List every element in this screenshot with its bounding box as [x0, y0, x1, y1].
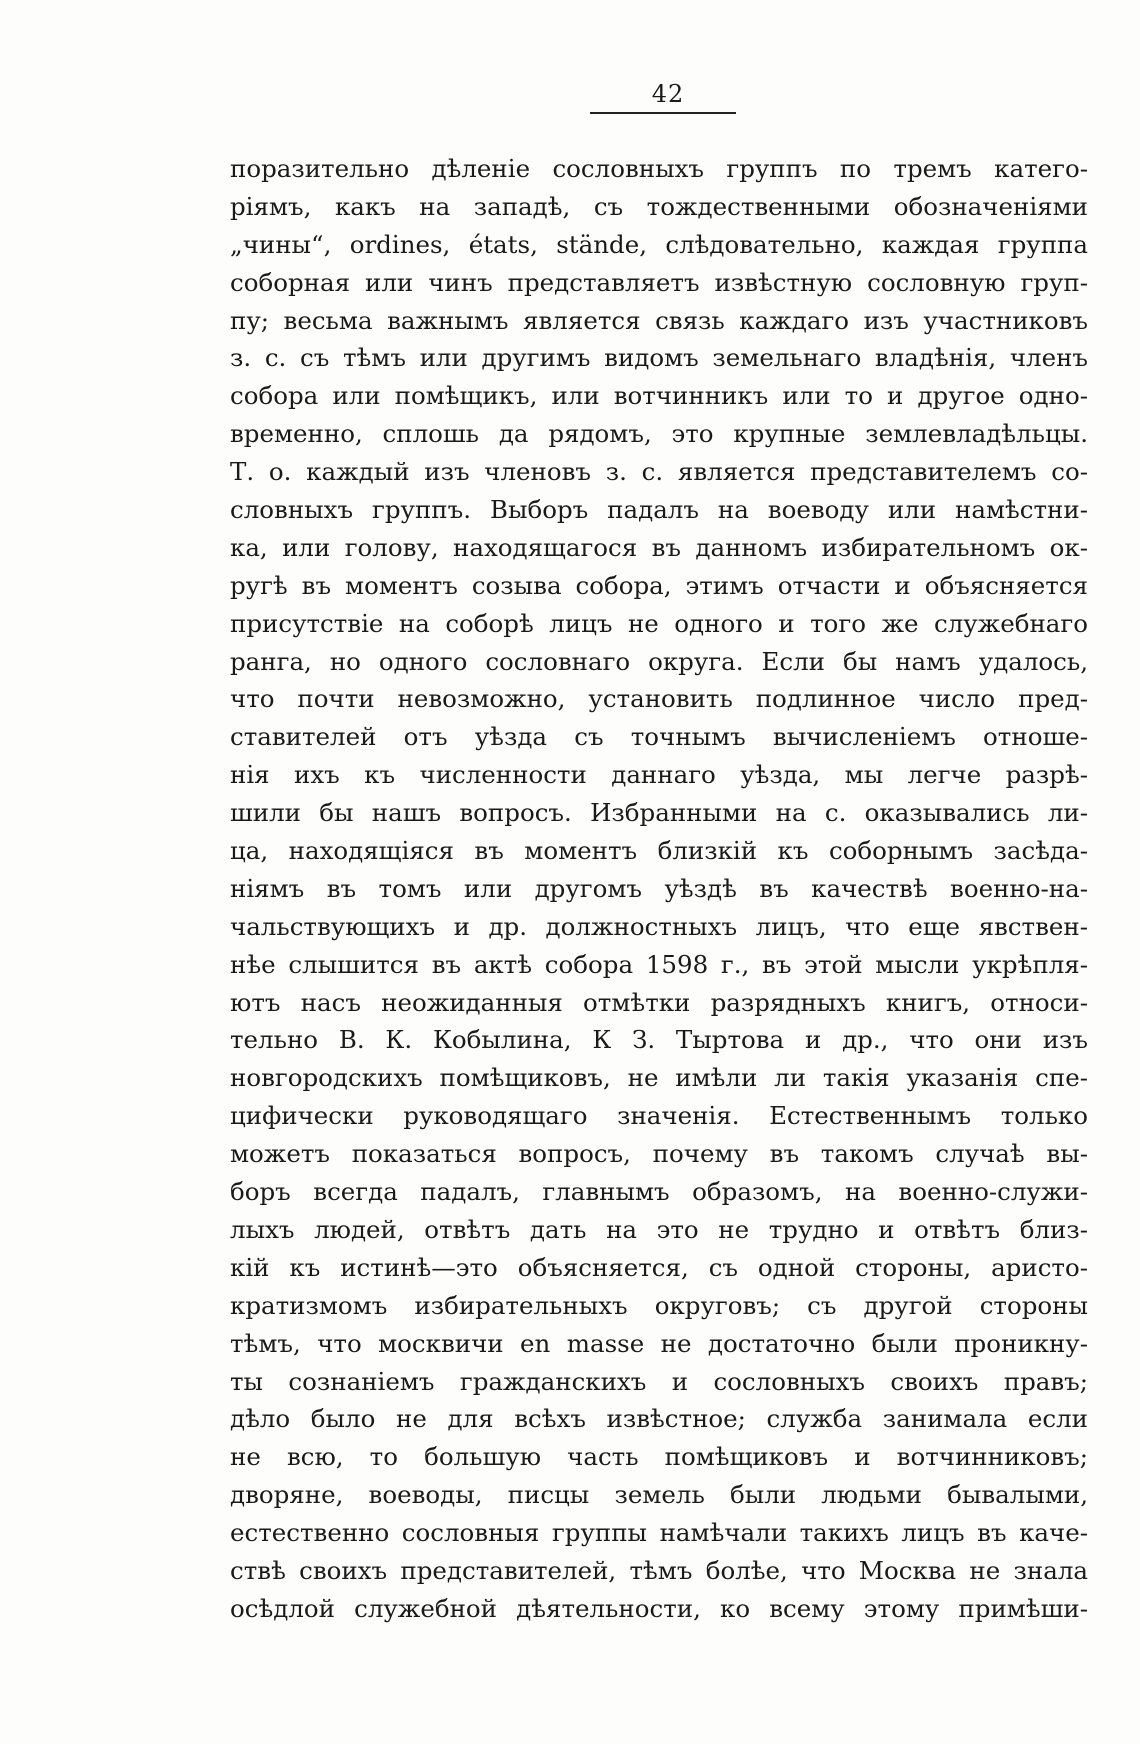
- text-line: тѣмъ, что москвичи en masse не достаточно были проникну-: [230, 1328, 1088, 1358]
- text-line: дѣло было не для всѣхъ извѣстное; служба занимала если: [230, 1404, 1088, 1434]
- text-line: что почти невозможно, установить подлинное число пред-: [230, 684, 1088, 714]
- text-line: ріямъ, какъ на западѣ, съ тождественными обозначеніями: [230, 191, 1088, 221]
- text-line: дворяне, воеводы, писцы земель были людьми бывалыми,: [230, 1480, 1088, 1510]
- text-line: Т. о. каждый изъ членовъ з. с. является представителемъ со-: [230, 457, 1088, 487]
- body-text: [230, 150, 1088, 1628]
- text-line: ранга, но одного сословнаго округа. Если бы намъ удалось,: [230, 646, 1088, 676]
- text-line: осѣдлой служебной дѣятельности, ко всему этому примѣши-: [230, 1593, 1088, 1623]
- text-line: нѣе слышится въ актѣ собора 1598 г., въ этой мысли укрѣпля-: [230, 949, 1088, 979]
- text-line: тельно В. К. Кобылина, К З. Тыртова и др., что они изъ: [230, 1025, 1088, 1055]
- text-line: ствѣ своихъ представителей, тѣмъ болѣе, что Москва не знала: [230, 1555, 1088, 1585]
- page-number: 42: [651, 80, 685, 108]
- text-line: ютъ насъ неожиданныя отмѣтки разрядныхъ книгъ, относи-: [230, 987, 1088, 1017]
- text-line: ка, или голову, находящагося въ данномъ избирательномъ ок-: [230, 532, 1088, 562]
- text-line: ніямъ въ томъ или другомъ уѣздѣ въ качествѣ военно-на-: [230, 873, 1088, 903]
- text-line: соборная или чинъ представляетъ извѣстную сословную груп-: [230, 267, 1088, 297]
- text-line: не всю, то большую часть помѣщиковъ и вотчинниковъ;: [230, 1442, 1088, 1472]
- text-line: кій къ истинѣ—это объясняется, съ одной стороны, аристо-: [230, 1252, 1088, 1282]
- text-line: естественно сословныя группы намѣчали такихъ лицъ въ каче-: [230, 1518, 1088, 1548]
- text-line: шили бы нашъ вопросъ. Избранными на с. оказывались ли-: [230, 798, 1088, 828]
- text-line: кратизмомъ избирательныхъ округовъ; съ другой стороны: [230, 1290, 1088, 1320]
- text-line: пу; весьма важнымъ является связь каждаго изъ участниковъ: [230, 305, 1088, 335]
- text-line: лыхъ людей, отвѣтъ дать на это не трудно и отвѣтъ близ-: [230, 1214, 1088, 1244]
- text-line: ставителей отъ уѣзда съ точнымъ вычисленіемъ отноше-: [230, 722, 1088, 752]
- text-line: собора или помѣщикъ, или вотчинникъ или то и другое одно-: [230, 381, 1088, 411]
- text-line: ругѣ въ моментъ созыва собора, этимъ отчасти и объясняется: [230, 570, 1088, 600]
- text-line: з. с. съ тѣмъ или другимъ видомъ земельнаго владѣнія, членъ: [230, 343, 1088, 373]
- text-line: можетъ показаться вопросъ, почему въ такомъ случаѣ вы-: [230, 1139, 1088, 1169]
- text-line: „чины“, ordines, états, stände, слѣдовательно, каждая группа: [230, 229, 1088, 259]
- text-line: ты сознаніемъ гражданскихъ и сословныхъ своихъ правъ;: [230, 1366, 1088, 1396]
- text-line: ца, находящіяся въ моментъ близкій къ соборнымъ засѣда-: [230, 836, 1088, 866]
- text-line: временно, сплошь да рядомъ, это крупные землевладѣльцы.: [230, 419, 1088, 449]
- text-line: цифически руководящаго значенія. Естественнымъ только: [230, 1101, 1088, 1131]
- text-line: поразительно дѣленіе сословныхъ группъ по тремъ катего-: [230, 154, 1088, 183]
- text-line: присутствіе на соборѣ лицъ не одного и того же служебнаго: [230, 608, 1088, 638]
- text-line: боръ всегда падалъ, главнымъ образомъ, на военно-служи-: [230, 1177, 1088, 1207]
- page-number-rule: [590, 112, 736, 114]
- text-line: чальствующихъ и др. должностныхъ лицъ, что еще явствен-: [230, 911, 1088, 941]
- text-line: новгородскихъ помѣщиковъ, не имѣли ли такія указанія спе-: [230, 1063, 1088, 1093]
- text-line: словныхъ группъ. Выборъ падалъ на воеводу или намѣстни-: [230, 495, 1088, 525]
- text-line: нія ихъ къ численности даннаго уѣзда, мы легче разрѣ-: [230, 760, 1088, 790]
